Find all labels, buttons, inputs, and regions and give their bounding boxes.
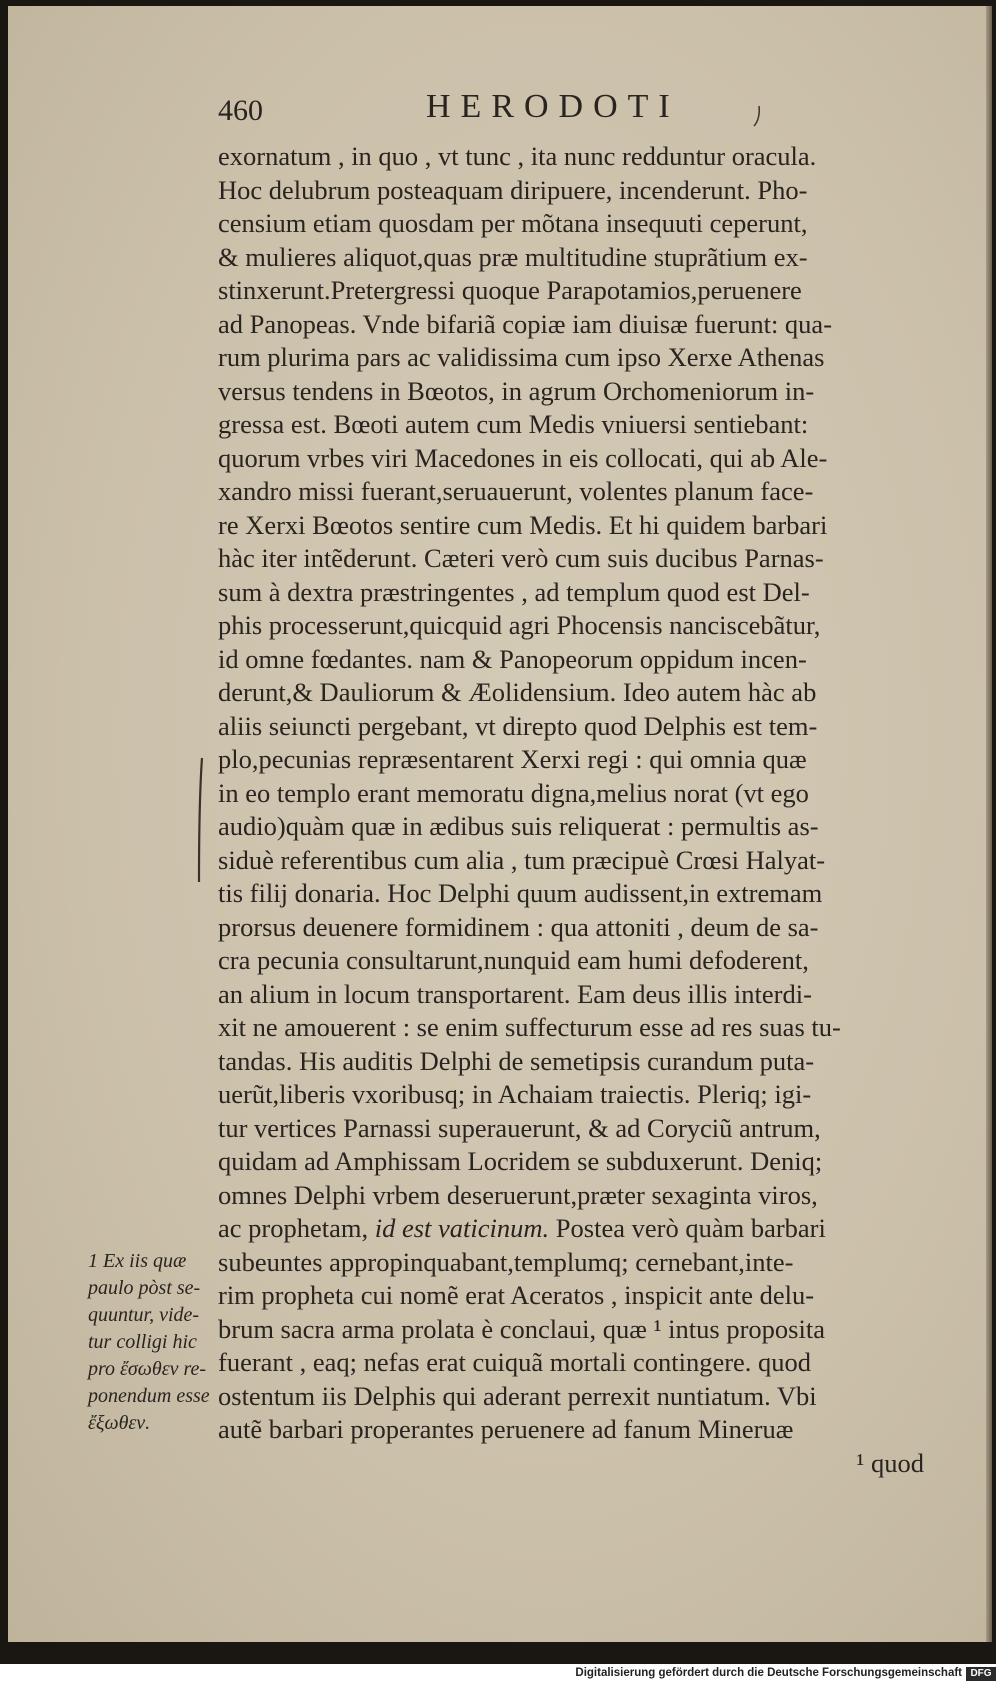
text-line: fuerant , eaq; nefas erat cuiquã mortali contingere. quod <box>218 1347 812 1377</box>
page-number: 460 <box>218 94 263 127</box>
text-line: phis processerunt,quicquid agri Phocensis nanciscebãtur, <box>218 610 821 640</box>
text-line: tur vertices Parnassi superauerunt, & ad Coryciũ antrum, <box>218 1112 821 1143</box>
footer-bar <box>0 1666 1000 1684</box>
funding-credit: Digitalisierung gefördert durch die Deutsche Forschungsgemeinschaft <box>575 1667 962 1679</box>
text-line-end: Postea verò quàm barbari <box>549 1213 826 1243</box>
text-line: xandro missi fuerant,seruauerunt, volentes planum face- <box>218 476 814 506</box>
text-line: tis filij donaria. Hoc Delphi quum audissent,in extremam <box>218 878 823 908</box>
marginal-note-line: quuntur, vide- <box>88 1304 200 1326</box>
text-line: tandas. His auditis Delphi de semetipsis curandum puta- <box>218 1045 815 1076</box>
text-line: aliis seiuncti pergebant, vt direpto quod Delphis est tem- <box>218 710 818 741</box>
text-line <box>218 1212 938 1246</box>
text-line: uerũt,liberis vxoribusq; in Achaiam traiectis. Pleriq; igi- <box>218 1079 812 1109</box>
page-edge-shadow <box>986 6 992 1642</box>
text-line: ad Panopeas. Vnde bifariã copiæ iam diuisæ fuerunt: qua- <box>218 308 833 339</box>
text-line: siduè referentibus cum alia , tum præcipuè Crœsi Halyat- <box>218 844 826 875</box>
text-line: hàc iter intẽderunt. Cæteri verò cum suis ducibus Parnas- <box>218 543 824 573</box>
text-line: xit ne amouerent : se enim suffecturum esse ad res suas tu- <box>218 1012 841 1042</box>
text-line: rim propheta cui nomẽ erat Aceratos , inspicit ante delu- <box>218 1280 815 1310</box>
text-line: plo,pecunias repræsentarent Xerxi regi : qui omnia quæ <box>218 744 807 774</box>
margin-pen-mark <box>196 756 204 884</box>
text-line-start: ac prophetam, <box>218 1213 375 1243</box>
marginal-note-line: tur colligi hic <box>88 1331 197 1353</box>
ink-tick-mark <box>752 104 762 128</box>
marginal-note-line: pro ἔσωθεν re- <box>88 1358 207 1380</box>
text-line: brum sacra arma prolata è conclaui, quæ ¹ intus proposita <box>218 1313 825 1344</box>
text-line: cra pecunia consultarunt,nunquid eam humi defoderent, <box>218 945 809 975</box>
text-line: gressa est. Bœoti autem cum Medis vniuersi sentiebant: <box>218 409 809 439</box>
text-line: omnes Delphi vrbem deseruerunt,præter sexaginta viros, <box>218 1179 818 1210</box>
text-line: subeuntes appropinquabant,templumq; cernebant,inte- <box>218 1246 794 1277</box>
running-title: HERODOTI <box>426 88 680 125</box>
text-line: ¹ quod <box>856 1447 924 1478</box>
dfg-logo: DFG <box>966 1667 996 1681</box>
text-line: versus tendens in Bœotos, in agrum Orchomeniorum in- <box>218 375 815 406</box>
text-line: stinxerunt.Pretergressi quoque Parapotamios,peruenere <box>218 275 802 305</box>
text-line: sum à dextra præstringentes , ad templum quod est Del- <box>218 576 810 607</box>
text-line: prorsus deuenere formidinem : qua attoniti , deum de sa- <box>218 911 819 942</box>
text-line: in eo templo erant memoratu digna,melius norat (vt ego <box>218 777 809 808</box>
text-line: autẽ barbari properantes peruenere ad fanum Mineruæ <box>218 1414 794 1444</box>
marginal-note-line: ἔξωθεν. <box>88 1412 151 1434</box>
italic-gloss: id est vaticinum. <box>374 1213 550 1243</box>
text-line: ostentum iis Delphis qui aderant perrexit nuntiatum. Vbi <box>218 1380 817 1411</box>
text-line: quorum vrbes viri Macedones in eis collocati, qui ab Ale- <box>218 442 828 473</box>
marginal-note-line: 1 Ex iis quæ <box>88 1250 187 1272</box>
text-line: an alium in locum transportarent. Eam deus illis interdi- <box>218 978 812 1009</box>
text-line: re Xerxi Bœotos sentire cum Medis. Et hi quidem barbari <box>218 509 828 540</box>
text-line: rum plurima pars ac validissima cum ipso Xerxe Athenas <box>218 342 825 372</box>
text-line: censium etiam quosdam per mõtana insequuti ceperunt, <box>218 208 808 238</box>
main-text-block <box>218 140 938 1480</box>
marginal-note-line: ponendum esse <box>88 1385 210 1407</box>
text-line: audio)quàm quæ in ædibus suis reliquerat : permultis as- <box>218 811 819 841</box>
text-line: Hoc delubrum posteaquam diripuere, incenderunt. Pho- <box>218 174 808 205</box>
page-header <box>218 88 938 136</box>
text-line: quidam ad Amphissam Locridem se subduxerunt. Deniq; <box>218 1146 823 1176</box>
marginal-note <box>88 1248 218 1437</box>
text-line: derunt,& Dauliorum & Æolidensium. Ideo autem hàc ab <box>218 677 817 707</box>
text-line: exornatum , in quo , vt tunc , ita nunc redduntur oracula. <box>218 141 817 171</box>
text-line: id omne fœdantes. nam & Panopeorum oppidum incen- <box>218 643 807 674</box>
text-line: & mulieres aliquot,quas præ multitudine stuprãtium ex- <box>218 241 808 272</box>
marginal-note-line: paulo pòst se- <box>88 1277 201 1299</box>
